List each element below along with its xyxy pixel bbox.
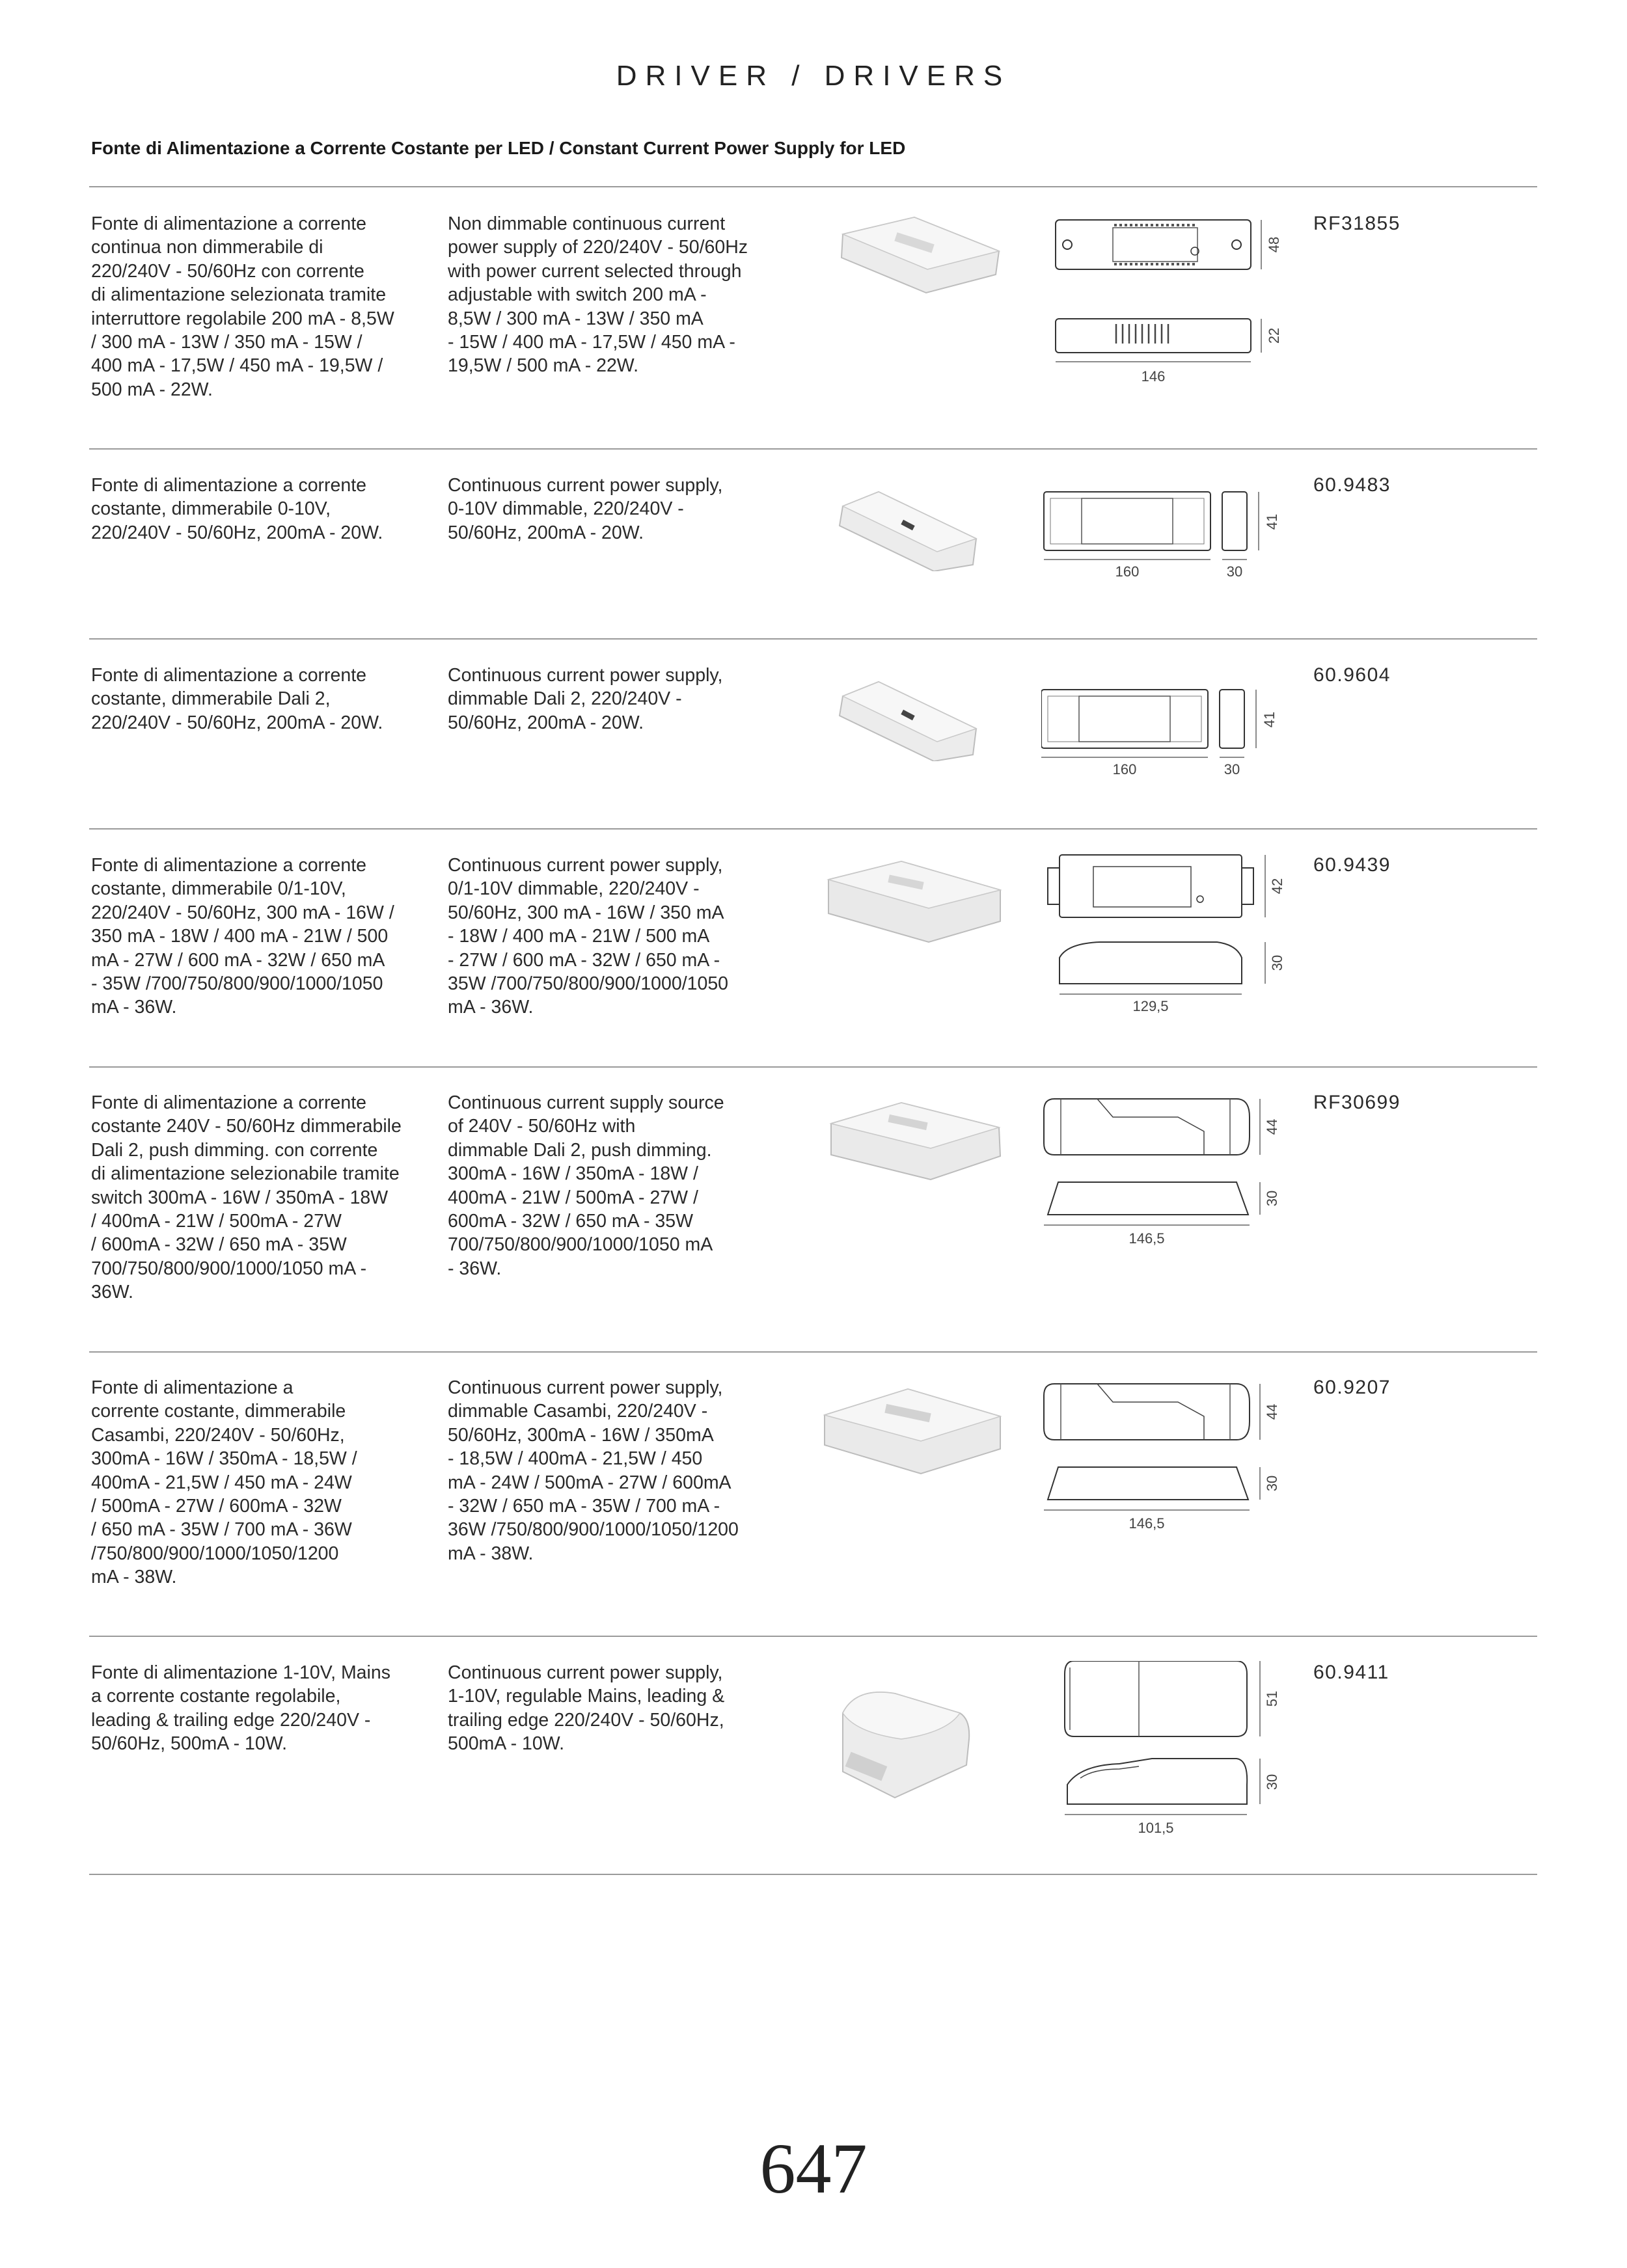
divider xyxy=(89,1066,1537,1068)
description-en: Non dimmable continuous current power supply of 220/240V - 50/60Hz with power current selected through adjustable with switch 200 mA - 8,5W / 300 mA - 13W / 350 mA - 15W / 400 mA - 17,5W / 450 mA - 19,5W / 500 mA - 22W. xyxy=(448,213,748,377)
dimension-label: 30 xyxy=(1264,1190,1280,1207)
divider xyxy=(89,186,1537,187)
product-photo xyxy=(817,212,1012,297)
description-it: Fonte di alimentazione a corrente costante 240V - 50/60Hz dimmerabile Dali 2, push dimming. con corrente di alimentazione selezionabile tramite switch 300mA - 16W / 350mA - 18W / 400mA - 21W / 500mA - 27W / 600mA - 32W / 650 mA - 35W 700/750/800/900/1000/1050 mA - 36W. xyxy=(91,1092,402,1303)
product-photo xyxy=(817,854,1012,951)
dimension-label: 30 xyxy=(1264,1774,1280,1790)
product-photo xyxy=(817,1091,1012,1189)
dimension-drawing xyxy=(1041,474,1289,584)
dimension-label: 44 xyxy=(1264,1118,1280,1135)
dimension-label: 30 xyxy=(1226,563,1243,580)
dimension-label: 146,5 xyxy=(1128,1515,1165,1532)
page-number: 647 xyxy=(759,2129,868,2208)
dimension-label: 146,5 xyxy=(1128,1230,1165,1247)
description-it: Fonte di alimentazione a corrente costante, dimmerabile 0-10V, 220/240V - 50/60Hz, 200mA - 20W. xyxy=(91,475,383,543)
dimension-label: 51 xyxy=(1264,1690,1280,1707)
page-title: DRIVER / DRIVERS xyxy=(616,60,1011,92)
dimension-label: 48 xyxy=(1266,236,1282,253)
dimension-label: 160 xyxy=(1115,563,1140,580)
description-en: Continuous current power supply, 0-10V dimmable, 220/240V - 50/60Hz, 200mA - 20W. xyxy=(448,475,723,543)
product-code: RF30699 xyxy=(1313,1092,1401,1113)
product-code: 60.9483 xyxy=(1313,474,1391,496)
product-photo xyxy=(817,664,1012,761)
dimension-label: 42 xyxy=(1269,878,1285,895)
dimension-drawing xyxy=(1041,664,1289,781)
product-code: 60.9604 xyxy=(1313,664,1391,686)
divider xyxy=(89,1351,1537,1353)
dimension-drawing xyxy=(1041,854,1289,1023)
product-code: 60.9439 xyxy=(1313,854,1391,876)
divider xyxy=(89,1874,1537,1875)
product-photo xyxy=(817,474,1012,571)
product-photo xyxy=(817,1661,986,1811)
dimension-label: 30 xyxy=(1264,1475,1280,1492)
dimension-label: 129,5 xyxy=(1132,998,1169,1014)
dimension-label: 101,5 xyxy=(1138,1820,1174,1836)
description-it: Fonte di alimentazione 1-10V, Mains a corrente costante regolabile, leading & trailing edge 220/240V - 50/60Hz, 500mA - 10W. xyxy=(91,1662,390,1755)
product-code: RF31855 xyxy=(1313,213,1401,234)
divider xyxy=(89,448,1537,450)
description-en: Continuous current power supply, 0/1-10V dimmable, 220/240V - 50/60Hz, 300 mA - 16W / 350 mA - 18W / 400 mA - 21W / 500 mA - 27W / 600 mA - 32W / 650 mA - 35W /700/750/800/900/1000/1050 mA - 36W. xyxy=(448,855,729,1018)
description-en: Continuous current power supply, dimmable Casambi, 220/240V - 50/60Hz, 300mA - 16W / 350mA - 18,5W / 400mA - 21,5W / 450 mA - 24W / 500mA - 27W / 600mA - 32W / 650 mA - 35W / 700 mA - 36W /750/800/900/1000/1050/1200 mA - 38W. xyxy=(448,1377,739,1564)
dimension-drawing xyxy=(1041,1661,1289,1856)
description-en: Continuous current power supply, 1-10V, regulable Mains, leading & trailing edge 220/240V - 50/60Hz, 500mA - 10W. xyxy=(448,1662,725,1755)
description-en: Continuous current power supply, dimmable Dali 2, 220/240V - 50/60Hz, 200mA - 20W. xyxy=(448,665,723,733)
dimension-drawing xyxy=(1041,1376,1289,1545)
description-it: Fonte di alimentazione a corrente costante, dimmerabile Dali 2, 220/240V - 50/60Hz, 200mA - 20W. xyxy=(91,665,383,733)
section-subtitle: Fonte di Alimentazione a Corrente Costante per LED / Constant Current Power Supply for LED xyxy=(91,138,906,158)
dimension-label: 30 xyxy=(1269,954,1285,971)
description-it: Fonte di alimentazione a corrente continua non dimmerabile di 220/240V - 50/60Hz con corrente di alimentazione selezionata tramite interruttore regolabile 200 mA - 8,5W / 300 mA - 13W / 350 mA - 15W / 400 mA - 17,5W / 450 mA - 19,5W / 500 mA - 22W. xyxy=(91,213,394,400)
dimension-label: 22 xyxy=(1266,327,1282,344)
dimension-label: 41 xyxy=(1261,711,1278,728)
dimension-label: 30 xyxy=(1224,761,1240,777)
dimension-label: 41 xyxy=(1264,513,1280,530)
product-code: 60.9411 xyxy=(1313,1662,1389,1683)
dimension-label: 146 xyxy=(1141,368,1166,385)
product-photo xyxy=(817,1376,1012,1480)
dimension-drawing xyxy=(1041,212,1289,388)
divider xyxy=(89,638,1537,640)
description-it: Fonte di alimentazione a corrente costante, dimmerabile Casambi, 220/240V - 50/60Hz, 300mA - 16W / 350mA - 18,5W / 400mA - 21,5W / 450 mA - 24W / 500mA - 27W / 600mA - 32W / 650 mA - 35W / 700 mA - 36W /750/800/900/1000/1050/1200 mA - 38W. xyxy=(91,1377,357,1588)
description-en: Continuous current supply source of 240V - 50/60Hz with dimmable Dali 2, push dimming. 300mA - 16W / 350mA - 18W / 400mA - 21W / 500mA - 27W / 600mA - 32W / 650 mA - 35W 700/750/800/900/1000/1050 mA - 36W. xyxy=(448,1092,724,1279)
dimension-drawing xyxy=(1041,1091,1289,1260)
dimension-label: 160 xyxy=(1112,761,1137,777)
divider xyxy=(89,1636,1537,1637)
product-code: 60.9207 xyxy=(1313,1377,1391,1398)
dimension-label: 44 xyxy=(1264,1403,1280,1420)
divider xyxy=(89,828,1537,830)
description-it: Fonte di alimentazione a corrente costante, dimmerabile 0/1-10V, 220/240V - 50/60Hz, 300 mA - 16W / 350 mA - 18W / 400 mA - 21W / 500 mA - 27W / 600 mA - 32W / 650 mA - 35W /700/750/800/900/1000/1050 mA - 36W. xyxy=(91,855,394,1018)
